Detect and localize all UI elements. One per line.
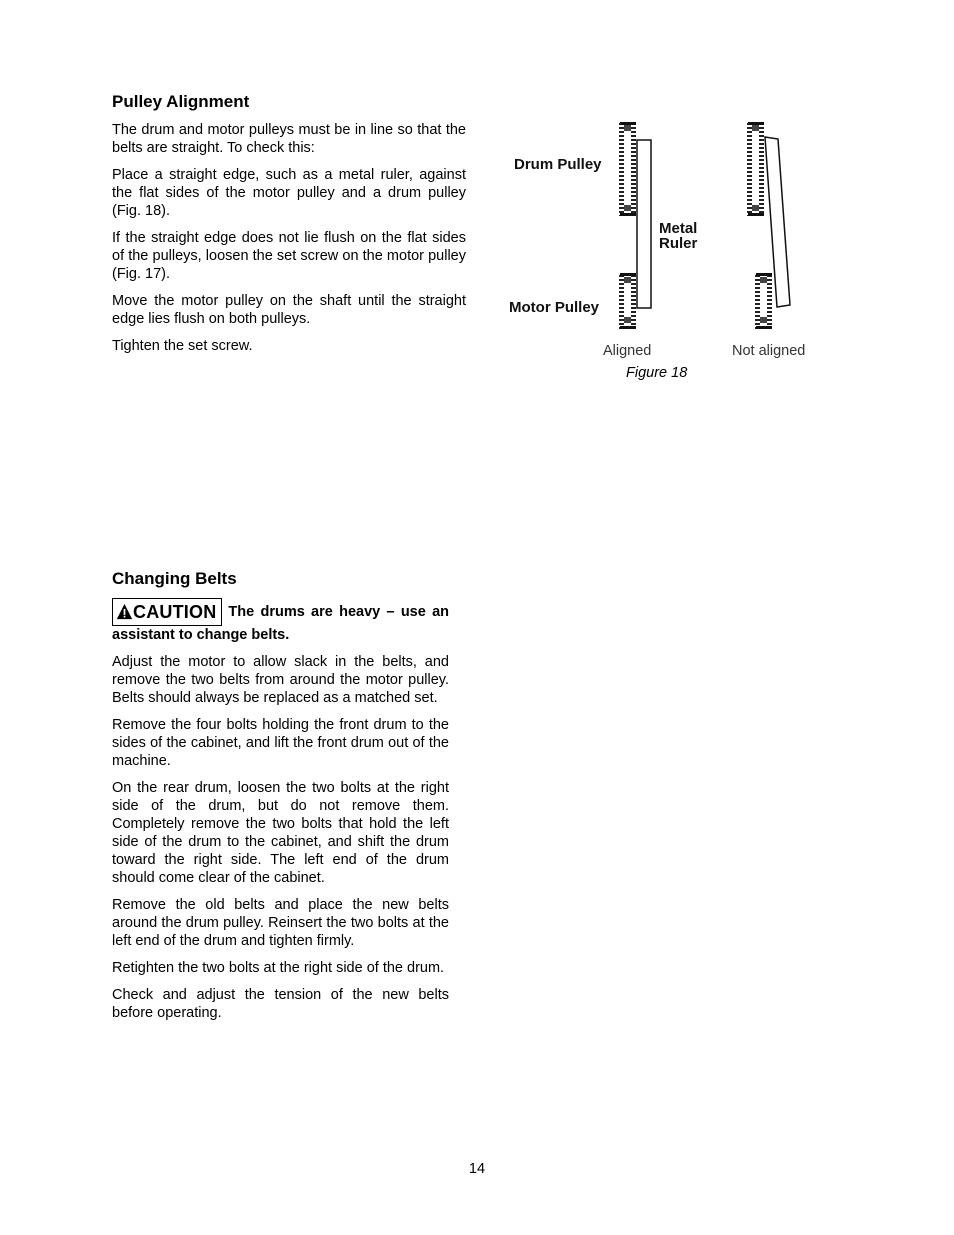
paragraph: Retighten the two bolts at the right side of the drum. [112, 960, 445, 976]
metal-ruler-label-line2: Ruler [659, 235, 698, 252]
paragraph: If the straight edge does not lie flush on the flat sides of the pulleys, loosen the set screw on the motor pulley (Fig. 17). [112, 230, 466, 282]
caution-text: The drums are heavy – use an assistant to change belts. [112, 604, 449, 643]
paragraph: Remove the four bolts holding the front drum to the sides of the cabinet, and lift the front drum out of the machine. [112, 717, 449, 769]
caution-label: CAUTION [133, 602, 217, 622]
figure-18 [500, 115, 830, 390]
metal-ruler-label-line1: Metal [659, 220, 698, 237]
caution-badge [112, 598, 222, 626]
caution-notice [112, 598, 449, 644]
paragraph: Tighten the set screw. [112, 338, 253, 354]
aligned-label: Aligned [603, 343, 652, 359]
paragraph: Remove the old belts and place the new belts around the drum pulley. Reinsert the two bolts at the left end of the drum and tighten firmly. [112, 897, 449, 949]
not-aligned-label: Not aligned [732, 343, 806, 359]
paragraph: Place a straight edge, such as a metal ruler, against the flat sides of the motor pulley and a drum pulley (Fig. 18). [112, 167, 466, 219]
aligned-metal-ruler [637, 140, 651, 308]
paragraph: The drum and motor pulleys must be in line so that the belts are straight. To check this: [112, 122, 466, 156]
paragraph: Adjust the motor to allow slack in the belts, and remove the two belts from around the motor pulley. Belts should always be replaced as a matched set. [112, 654, 449, 706]
pulley-alignment-body [112, 121, 466, 364]
paragraph: Check and adjust the tension of the new belts before operating. [112, 987, 449, 1021]
aligned-drum-pulley [619, 122, 636, 216]
drum-pulley-label: Drum Pulley [514, 156, 602, 173]
aligned-motor-pulley [619, 273, 636, 329]
paragraph: Move the motor pulley on the shaft until the straight edge lies flush on both pulleys. [112, 293, 466, 327]
not-aligned-motor-pulley [755, 273, 772, 329]
motor-pulley-label: Motor Pulley [509, 299, 600, 316]
paragraph: On the rear drum, loosen the two bolts at the right side of the drum, but do not remove them. Completely remove the two bolts that hold the left side of the drum to the cabinet, and shift the drum toward the right side. The left end of the drum should come clear of the cabinet. [112, 780, 449, 886]
page-number: 14 [468, 1161, 486, 1177]
warning-triangle-icon [116, 603, 133, 620]
pulley-alignment-heading: Pulley Alignment [112, 92, 250, 111]
not-aligned-drum-pulley [747, 122, 764, 216]
changing-belts-body [112, 598, 449, 1031]
changing-belts-heading: Changing Belts [112, 569, 237, 588]
figure-caption: Figure 18 [626, 365, 688, 381]
